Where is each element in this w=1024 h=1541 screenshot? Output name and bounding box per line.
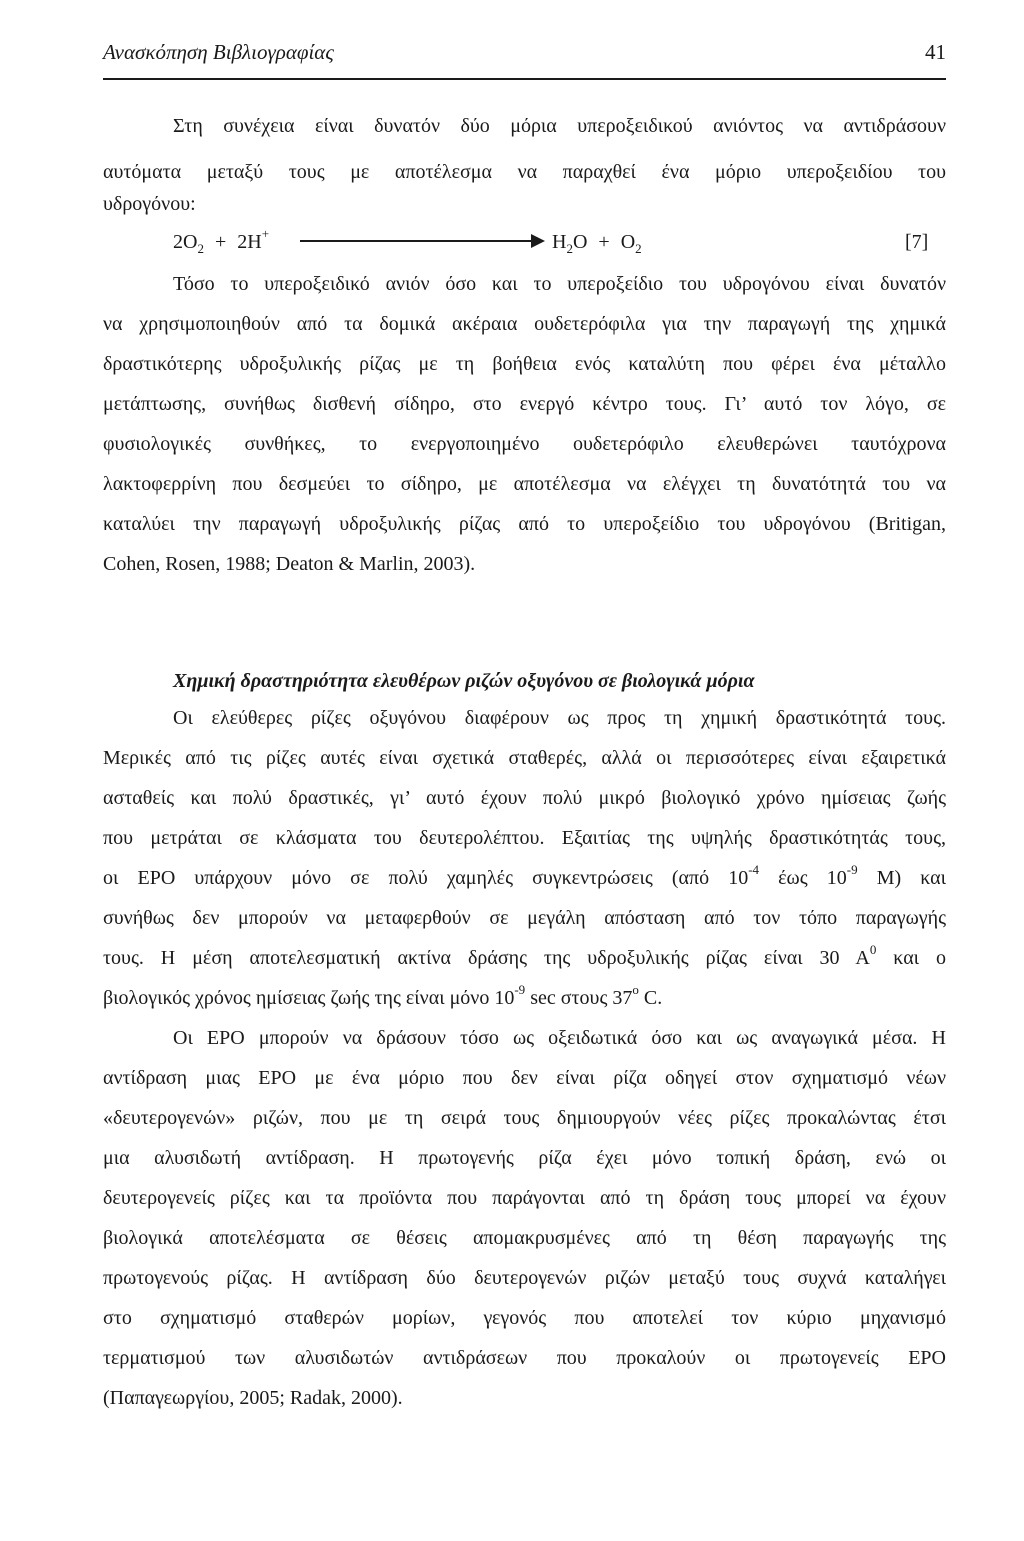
paragraph-line: μετάπτωσης, συνήθως δισθενή σίδηρο, στο ενεργό κέντρο τους. Γι’ αυτό τον λόγο, σε	[103, 393, 946, 415]
paragraph-line: στο σχηματισμό σταθερών μορίων, γεγονός που αποτελεί τον κύριο μηχανισμό	[103, 1307, 946, 1329]
paragraph-line: αυτόματα μεταξύ τους με αποτέλεσμα να παραχθεί ένα μόριο υπεροξειδίου του	[103, 161, 946, 183]
paragraph-line: Μερικές από τις ρίζες αυτές είναι σχετικά σταθερές, αλλά οι περισσότερες είναι εξαιρετικά	[103, 747, 946, 769]
section-heading: Χημική δραστηριότητα ελευθέρων ριζών οξυγόνου σε βιολογικά μόρια	[173, 670, 755, 692]
equation-number: [7]	[905, 231, 929, 253]
paragraph-line: αντίδραση μιας ΕΡΟ με ένα μόριο που δεν είναι ρίζα οδηγεί στον σχηματισμό νέων	[103, 1067, 946, 1089]
paragraph-line: καταλύει την παραγωγή υδροξυλικής ρίζας από το υπεροξείδιο του υδρογόνου (Britigan,	[103, 513, 946, 535]
paragraph-line: Οι ελεύθερες ρίζες οξυγόνου διαφέρουν ως προς τη χημική δραστικότητά τους.	[173, 707, 946, 729]
paragraph-line: δευτερογενείς ρίζες και τα προϊόντα που παράγονται από τη δράση τους μπορεί να έχουν	[103, 1187, 946, 1209]
paragraph-line: μια αλυσιδωτή αντίδραση. Η πρωτογενής ρίζα έχει μόνο τοπική δράση, ενώ οι	[103, 1147, 946, 1169]
paragraph-line: Στη συνέχεια είναι δυνατόν δύο μόρια υπεροξειδικού ανιόντος να αντιδράσουν	[173, 115, 946, 137]
paragraph-line: Οι ΕΡΟ μπορούν να δράσουν τόσο ως οξειδωτικά όσο και ως αναγωγικά μέσα. Η	[173, 1027, 946, 1049]
paragraph-line: βιολογικός χρόνος ημίσειας ζωής της είναι μόνο $10^{-9}$ sec στους 37$^o$ C.	[103, 982, 663, 1009]
paragraph-line: υδρογόνου:	[103, 193, 196, 215]
page-number: 41	[925, 40, 946, 64]
paragraph-line: τους. Η μέση αποτελεσματική ακτίνα δράσης της υδροξυλικής ρίζας είναι 30 $A^0$ και ο	[103, 942, 946, 969]
paragraph-line: (Παπαγεωργίου, 2005; Radak, 2000).	[103, 1387, 403, 1409]
paragraph-line: φυσιολογικές συνθήκες, το ενεργοποιημένο ουδετερόφιλο ελευθερώνει ταυτόχρονα	[103, 433, 946, 455]
equation-products: $H_2O + O_2$	[552, 231, 642, 256]
paragraph-line: «δευτερογενών» ριζών, που με τη σειρά τους δημιουργούν νέες ρίζες προκαλώντας έτσι	[103, 1107, 946, 1129]
reaction-arrow-head	[531, 234, 545, 248]
paragraph-line: συνήθως δεν μπορούν να μεταφερθούν σε μεγάλη απόσταση από τον τόπο παραγωγής	[103, 907, 946, 929]
paragraph-line: οι ΕΡΟ υπάρχουν μόνο σε πολύ χαμηλές συγκεντρώσεις (από $10^{-4}$ έως $10^{-9}$ Μ) και	[103, 862, 946, 889]
paragraph-line: Τόσο το υπεροξειδικό ανιόν όσο και το υπεροξείδιο του υδρογόνου είναι δυνατόν	[173, 273, 946, 295]
paragraph-line: που μετράται σε κλάσματα του δευτερολέπτου. Εξαιτίας της υψηλής δραστικότητάς τους,	[103, 827, 946, 849]
running-title: Ανασκόπηση Βιβλιογραφίας	[103, 40, 334, 64]
paragraph-line: να χρησιμοποιηθούν από τα δομικά ακέραια ουδετερόφιλα για την παραγωγή της χημικά	[103, 313, 946, 335]
paragraph-line: πρωτογενούς ρίζας. Η αντίδραση δύο δευτερογενών ριζών μεταξύ τους συχνά καταλήγει	[103, 1267, 946, 1289]
paragraph-line: τερματισμού των αλυσιδωτών αντιδράσεων που προκαλούν οι πρωτογενείς ΕΡΟ	[103, 1347, 946, 1369]
paragraph-line: δραστικότερης υδροξυλικής ρίζας με τη βοήθεια ενός καταλύτη που φέρει ένα μέταλλο	[103, 353, 946, 375]
paragraph-line: βιολογικά αποτελέσματα σε θέσεις απομακρυσμένες από τη θέση παραγωγής της	[103, 1227, 946, 1249]
paragraph-line: λακτοφερρίνη που δεσμεύει το σίδηρο, με αποτέλεσμα να ελέγχει τη δυνατότητά του να	[103, 473, 946, 495]
paragraph-line: ασταθείς και πολύ δραστικές, γι’ αυτό έχουν πολύ μικρό βιολογικό χρόνο ημίσειας ζωής	[103, 787, 946, 809]
header-rule	[103, 78, 946, 80]
reaction-arrow	[300, 240, 538, 242]
paragraph-line: Cohen, Rosen, 1988; Deaton & Marlin, 2003).	[103, 553, 476, 575]
page-header	[103, 40, 946, 72]
equation-reactants: $2O_2 + 2H^+$	[173, 226, 270, 256]
